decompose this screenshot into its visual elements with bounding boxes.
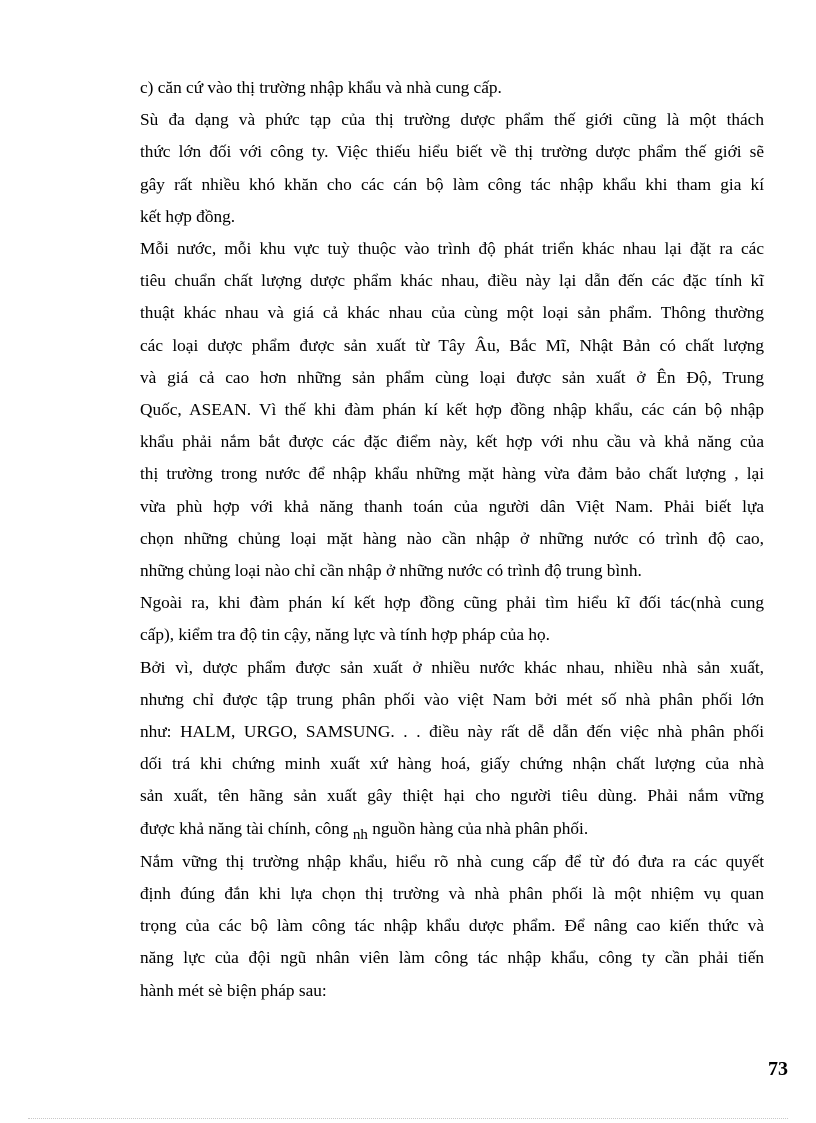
page-bottom-divider — [28, 1118, 788, 1119]
text-line: nhưng chỉ được tập trung phân phối vào việt Nam bởi mét số nhà phân phối lớn — [140, 689, 764, 709]
text-fragment-subscript: nh — [352, 826, 368, 843]
text-line: hành mét sè biện pháp sau: — [140, 980, 327, 1000]
text-fragment: được khả năng tài chính, công — [140, 818, 353, 838]
text-line: những chủng loại nào chỉ cần nhập ở những nước có trình độ trung bình. — [140, 561, 642, 581]
text-line: kết hợp đồng. — [140, 206, 236, 226]
text-line: và giá cả cao hơn những sản phẩm cùng loại được sản xuất ở Ên Độ, Trung — [140, 367, 764, 387]
paragraph-quality-standards — [140, 233, 764, 587]
text-line: Nắm vững thị trường nhập khẩu, hiểu rõ nhà cung cấp để từ đó đưa ra các quyết — [140, 851, 764, 871]
text-line: chọn những chủng loại mặt hàng nào cần nhập ở những nước có trình độ cao, — [140, 528, 764, 548]
body-text — [140, 72, 764, 1007]
text-line: Quốc, ASEAN. Vì thế khi đàm phán kí kết hợp đồng nhập khẩu, các cán bộ nhập — [140, 400, 764, 420]
paragraph-partner-research — [140, 587, 764, 651]
paragraph-heading-c — [140, 72, 764, 104]
text-line: gây rất nhiều khó khăn cho các cán bộ làm công tác nhập khẩu khi tham gia kí — [140, 174, 764, 194]
text-line: thuật khác nhau và giá cả khác nhau của cùng một loại sản phẩm. Thông thường — [140, 303, 764, 323]
paragraph-distributors — [140, 652, 764, 846]
text-line: c) căn cứ vào thị trường nhập khẩu và nhà cung cấp. — [140, 78, 502, 97]
text-line: dối trá khi chứng minh xuất xứ hàng hoá, giấy chứng nhận chất lượng của nhà — [140, 754, 764, 774]
text-line: như: HALM, URGO, SAMSUNG. . . điều này rất dễ dẫn đến việc nhà phân phối — [140, 722, 764, 742]
text-line: vừa phù hợp với khả năng thanh toán của người dân Việt Nam. Phải biết lựa — [140, 496, 764, 516]
page-number: 73 — [768, 1058, 788, 1080]
paragraph-market-diversity — [140, 104, 764, 233]
text-line: Mỗi nước, mỗi khu vực tuỳ thuộc vào trình độ phát triển khác nhau lại đặt ra các — [140, 239, 764, 259]
text-line: thức lớn đối với công ty. Việc thiếu hiểu biết về thị trường dược phẩm thế giới sẽ — [140, 142, 764, 162]
text-line: các loại dược phẩm được sản xuất từ Tây Âu, Bắc Mĩ, Nhật Bản có chất lượng — [140, 335, 764, 355]
text-line: Ngoài ra, khi đàm phán kí kết hợp đồng cũng phải tìm hiểu kĩ đối tác(nhà cung — [140, 593, 764, 613]
text-line: tiêu chuẩn chất lượng dược phẩm khác nhau, điều này lại dẫn đến các đặc tính kĩ — [140, 271, 764, 291]
text-line: Sù đa dạng và phức tạp của thị trường dược phẩm thế giới cũng là một thách — [140, 110, 764, 130]
text-line: năng lực của đội ngũ nhân viên làm công tác nhập khẩu, công ty cần phải tiến — [140, 948, 764, 968]
text-line: trọng của các bộ làm công tác nhập khẩu dược phẩm. Để nâng cao kiến thức và — [140, 916, 764, 936]
text-line — [140, 813, 764, 846]
text-fragment: nguồn hàng của nhà phân phối. — [367, 818, 589, 838]
paragraph-conclusion — [140, 846, 764, 1007]
text-line: khẩu phải nắm bắt được các đặc điểm này, kết hợp với nhu cầu và khả năng của — [140, 432, 764, 452]
text-line: sản xuất, tên hãng sản xuất gây thiệt hại cho người tiêu dùng. Phải nắm vững — [140, 786, 764, 806]
text-line: thị trường trong nước để nhập khẩu những mặt hàng vừa đảm bảo chất lượng , lại — [140, 464, 764, 484]
text-line: cấp), kiểm tra độ tin cậy, năng lực và tính hợp pháp của họ. — [140, 625, 550, 645]
text-line: định đúng đắn khi lựa chọn thị trường và nhà phân phối là một nhiệm vụ quan — [140, 884, 764, 904]
text-line: Bởi vì, dược phẩm được sản xuất ở nhiều nước khác nhau, nhiều nhà sản xuất, — [140, 657, 764, 677]
